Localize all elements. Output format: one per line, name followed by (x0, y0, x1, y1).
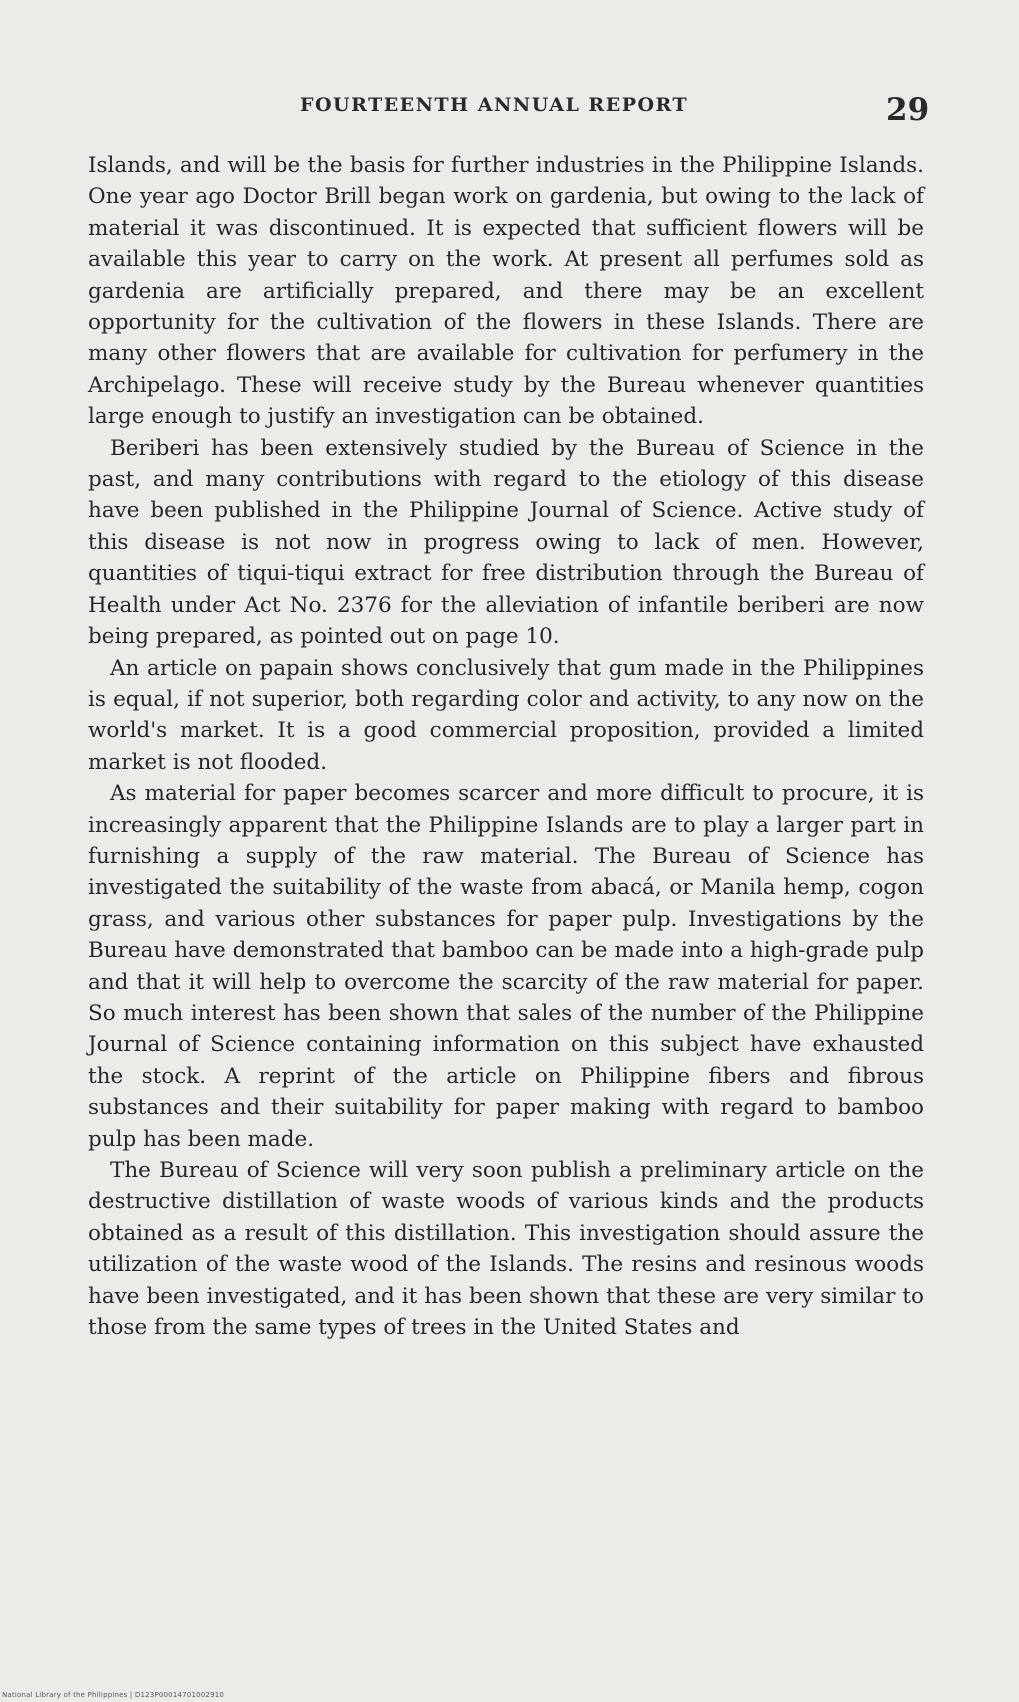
source-footer: National Library of the Philippines | D123P00014701002910 (2, 1691, 225, 1699)
running-title: FOURTEENTH ANNUAL REPORT (300, 94, 689, 116)
page-number: 29 (886, 92, 930, 128)
paragraph-papain: An article on papain shows conclusively that gum made in the Philippines is equal, if not superior, both regarding color and activity, to any now on the world's market. It is a good commercial proposition, provided a limited market is not flooded. (88, 655, 924, 775)
body-text (88, 150, 924, 1343)
paragraph-distillation: The Bureau of Science will very soon publish a preliminary article on the destructive distillation of waste woods of various kinds and the products obtained as a result of this distillation. This investigation should assure the utilization of the waste wood of the Islands. The resins and resinous woods have been investigated, and it has been shown that these are very similar to those from the same types of trees in the United States and (88, 1158, 924, 1341)
paragraph-beriberi: Beriberi has been extensively studied by the Bureau of Science in the past, and many contributions with regard to the etiology of this disease have been published in the Philippine Journal of Science. Active study of this disease is not now in progress owing to lack of men. However, quantities of tiqui-tiqui extract for free distribution through the Bureau of Health under Act No. 2376 for the alleviation of infantile beriberi are now being prepared, as pointed out on page 10. (88, 435, 924, 650)
paragraph-continuation: Islands, and will be the basis for further industries in the Philippine Islands. One year ago Doctor Brill began work on gardenia, but owing to the lack of material it was discontinued. It is expected that sufficient flowers will be available this year to carry on the work. At present all perfumes sold as gardenia are artificially prepared, and there may be an excellent opportunity for the cultivation of the flowers in these Islands. There are many other flowers that are available for cultivation for perfumery in the Archipelago. These will receive study by the Bureau whenever quantities large enough to justify an investigation can be obtained. (88, 153, 924, 430)
paragraph-paper-pulp: As material for paper becomes scarcer and more difficult to procure, it is increasingly apparent that the Philippine Islands are to play a larger part in furnishing a supply of the raw material. The Bureau of Science has investigated the suitability of the waste from abacá, or Manila hemp, cogon grass, and various other substances for paper pulp. Investigations by the Bureau have demonstrated that bamboo can be made into a high-grade pulp and that it will help to overcome the scarcity of the raw material for paper. So much interest has been shown that sales of the number of the Philippine Journal of Science containing information on this subject have exhausted the stock. A reprint of the article on Philippine fibers and fibrous substances and their suitability for paper making with regard to bamboo pulp has been made. (88, 781, 924, 1152)
